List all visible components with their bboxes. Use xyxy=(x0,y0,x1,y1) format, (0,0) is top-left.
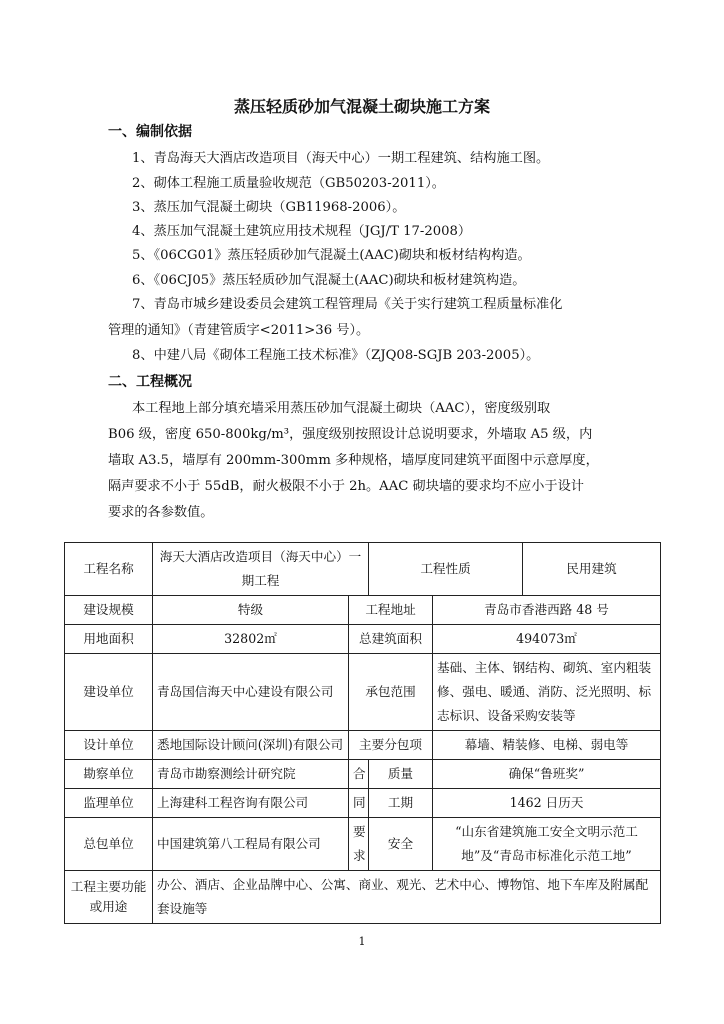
table-label: 监理单位 xyxy=(65,789,153,818)
table-row xyxy=(65,654,661,731)
table-label: 工期 xyxy=(369,789,433,818)
page-number: 1 xyxy=(358,935,366,948)
table-label: 承包范围 xyxy=(349,654,433,731)
table-value: 青岛国信海天中心建设有限公司 xyxy=(153,654,349,731)
table-value: 32802㎡ xyxy=(153,625,349,654)
table-label: 总包单位 xyxy=(65,818,153,871)
table-value: 上海建科工程咨询有限公司 xyxy=(153,789,349,818)
table-value: 基础、主体、钢结构、砌筑、室内粗装修、强电、暖通、消防、泛光照明、标志标识、设备采购安装等 xyxy=(433,654,661,731)
table-value: “山东省建筑施工安全文明示范工地”及“青岛市标准化示范工地” xyxy=(433,818,661,871)
table-value: 办公、酒店、企业品牌中心、公寓、商业、观光、艺术中心、博物馆、地下车库及附属配套设施等 xyxy=(153,871,661,924)
table-value: 民用建筑 xyxy=(523,543,661,596)
overview-line-2: B06 级，密度 650-800kg/m³，强度级别按照设计总说明要求，外墙取 A5 级，内 xyxy=(108,427,593,442)
table-value: 幕墙、精装修、电梯、弱电等 xyxy=(433,731,661,760)
table-label: 工程主要功能或用途 xyxy=(65,871,153,924)
overview-line-5: 要求的各参数值。 xyxy=(108,505,214,520)
table-value: 确保“鲁班奖” xyxy=(433,760,661,789)
document-title: 蒸压轻质砂加气混凝土砌块施工方案 xyxy=(233,97,490,116)
table-row xyxy=(65,596,661,625)
table-value: 悉地国际设计顾问(深圳)有限公司 xyxy=(153,731,349,760)
table-row xyxy=(65,871,661,924)
table-label: 建设单位 xyxy=(65,654,153,731)
table-label: 工程性质 xyxy=(369,543,523,596)
table-label: 用地面积 xyxy=(65,625,153,654)
overview-line-3: 墙取 A3.5，墙厚有 200mm-300mm 多种规格，墙厚度同建筑平面图中示意厚度， xyxy=(108,453,599,468)
overview-line-1: 本工程地上部分填充墙采用蒸压砂加气混凝土砌块（AAC），密度级别取 xyxy=(132,401,551,416)
section-heading-basis: 一、编制依据 xyxy=(108,124,192,140)
basis-item-7: 7、青岛市城乡建设委员会建筑工程管理局《关于实行建筑工程质量标准化 xyxy=(132,297,563,312)
table-value: 中国建筑第八工程局有限公司 xyxy=(153,818,349,871)
basis-item-5: 5、《06CG01》蒸压轻质砂加气混凝土(AAC)砌块和板材结构构造。 xyxy=(132,248,531,263)
basis-item-3: 3、蒸压加气混凝土砌块（GB11968-2006）。 xyxy=(132,200,406,215)
contract-requirement-label: 同 xyxy=(349,789,369,818)
basis-item-6: 6、《06CJ05》蒸压轻质砂加气混凝土(AAC)砌块和板材建筑构造。 xyxy=(132,273,526,288)
requirement-char: 要 xyxy=(353,824,366,839)
table-row xyxy=(65,789,661,818)
project-info-table xyxy=(64,542,661,924)
overview-line-4: 隔声要求不小于 55dB，耐火极限不小于 2h。AAC 砌块墙的要求均不应小于设计 xyxy=(108,479,584,494)
table-value: 青岛市勘察测绘计研究院 xyxy=(153,760,349,789)
table-label: 工程地址 xyxy=(349,596,433,625)
table-row xyxy=(65,760,661,789)
table-label: 工程名称 xyxy=(65,543,153,596)
contract-requirement-label: 合 xyxy=(349,760,369,789)
table-row xyxy=(65,543,661,596)
table-label: 主要分包项 xyxy=(349,731,433,760)
table-label: 质量 xyxy=(369,760,433,789)
basis-item-7-cont: 管理的通知》（青建管质字<2011>36 号）。 xyxy=(108,323,370,338)
table-label: 设计单位 xyxy=(65,731,153,760)
table-value: 1462 日历天 xyxy=(433,789,661,818)
table-value: 特级 xyxy=(153,596,349,625)
table-label: 勘察单位 xyxy=(65,760,153,789)
contract-requirement-label xyxy=(349,818,369,871)
basis-item-2: 2、砌体工程施工质量验收规范（GB50203-2011）。 xyxy=(132,176,445,191)
table-label: 安全 xyxy=(369,818,433,871)
table-label: 总建筑面积 xyxy=(349,625,433,654)
table-value: 海天大酒店改造项目（海天中心）一期工程 xyxy=(153,543,369,596)
basis-item-8: 8、中建八局《砌体工程施工技术标准》（ZJQ08-SGJB 203-2005）。 xyxy=(132,348,540,363)
table-row xyxy=(65,818,661,871)
table-value: 494073㎡ xyxy=(433,625,661,654)
table-row xyxy=(65,625,661,654)
table-label: 建设规模 xyxy=(65,596,153,625)
requirement-char: 求 xyxy=(353,848,366,863)
table-row xyxy=(65,731,661,760)
basis-item-4: 4、蒸压加气混凝土建筑应用技术规程（JGJ/T 17-2008） xyxy=(132,224,472,239)
section-heading-overview: 二、工程概况 xyxy=(108,374,192,390)
table-value: 青岛市香港西路 48 号 xyxy=(433,596,661,625)
basis-item-1: 1、青岛海天大酒店改造项目（海天中心）一期工程建筑、结构施工图。 xyxy=(132,151,550,166)
